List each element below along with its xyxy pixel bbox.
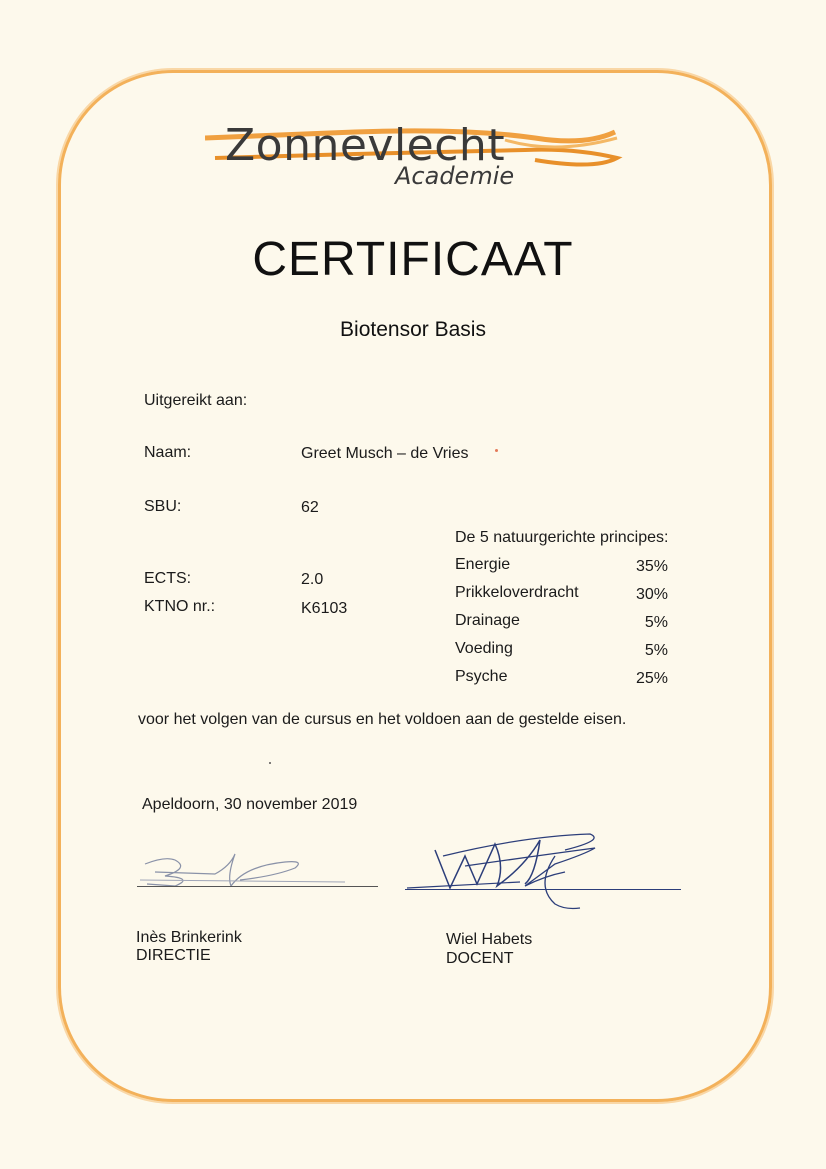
logo-subtitle: Academie — [395, 162, 515, 190]
principle-value: 35% — [635, 558, 668, 575]
certificate-title: CERTIFICAAT — [252, 233, 574, 286]
principle-label: Voeding — [455, 640, 513, 657]
signature-docent — [405, 826, 685, 916]
ktno-value: K6103 — [301, 600, 348, 617]
sbu-label: SBU: — [144, 498, 182, 515]
ects-value: 2.0 — [301, 571, 324, 588]
ktno-label: KTNO nr.: — [144, 598, 216, 615]
principle-label: Prikkeloverdracht — [455, 584, 579, 601]
statement-text: voor het volgen van de cursus en het voldoen aan de gestelde eisen. — [138, 711, 627, 728]
ects-label: ECTS: — [144, 570, 192, 587]
principle-value: 5% — [644, 642, 668, 659]
course-name: Biotensor Basis — [340, 318, 486, 341]
principle-value: 25% — [635, 670, 668, 687]
naam-label: Naam: — [144, 444, 192, 461]
academy-logo — [205, 110, 625, 195]
principle-label: Drainage — [455, 612, 520, 629]
ink-speck — [495, 449, 498, 452]
signatory-name-directie: Inès Brinkerink — [136, 929, 242, 946]
signature-line-docent — [405, 889, 681, 890]
ink-dot — [269, 762, 271, 764]
principles-heading: De 5 natuurgerichte principes: — [455, 529, 669, 546]
principle-label: Psyche — [455, 668, 508, 685]
signature-line-directie — [137, 886, 378, 887]
principle-value: 5% — [644, 614, 668, 631]
signatory-role-directie: DIRECTIE — [136, 947, 211, 964]
signatory-role-docent: DOCENT — [446, 950, 514, 967]
principle-value: 30% — [635, 586, 668, 603]
signatory-name-docent: Wiel Habets — [446, 931, 533, 948]
issued-to-label: Uitgereikt aan: — [144, 392, 248, 409]
signature-directie — [135, 846, 385, 896]
logo-name: Zonnevlecht — [225, 120, 506, 171]
place-date: Apeldoorn, 30 november 2019 — [142, 796, 358, 813]
principle-label: Energie — [455, 556, 511, 573]
sbu-value: 62 — [301, 499, 319, 516]
naam-value: Greet Musch – de Vries — [301, 445, 469, 462]
